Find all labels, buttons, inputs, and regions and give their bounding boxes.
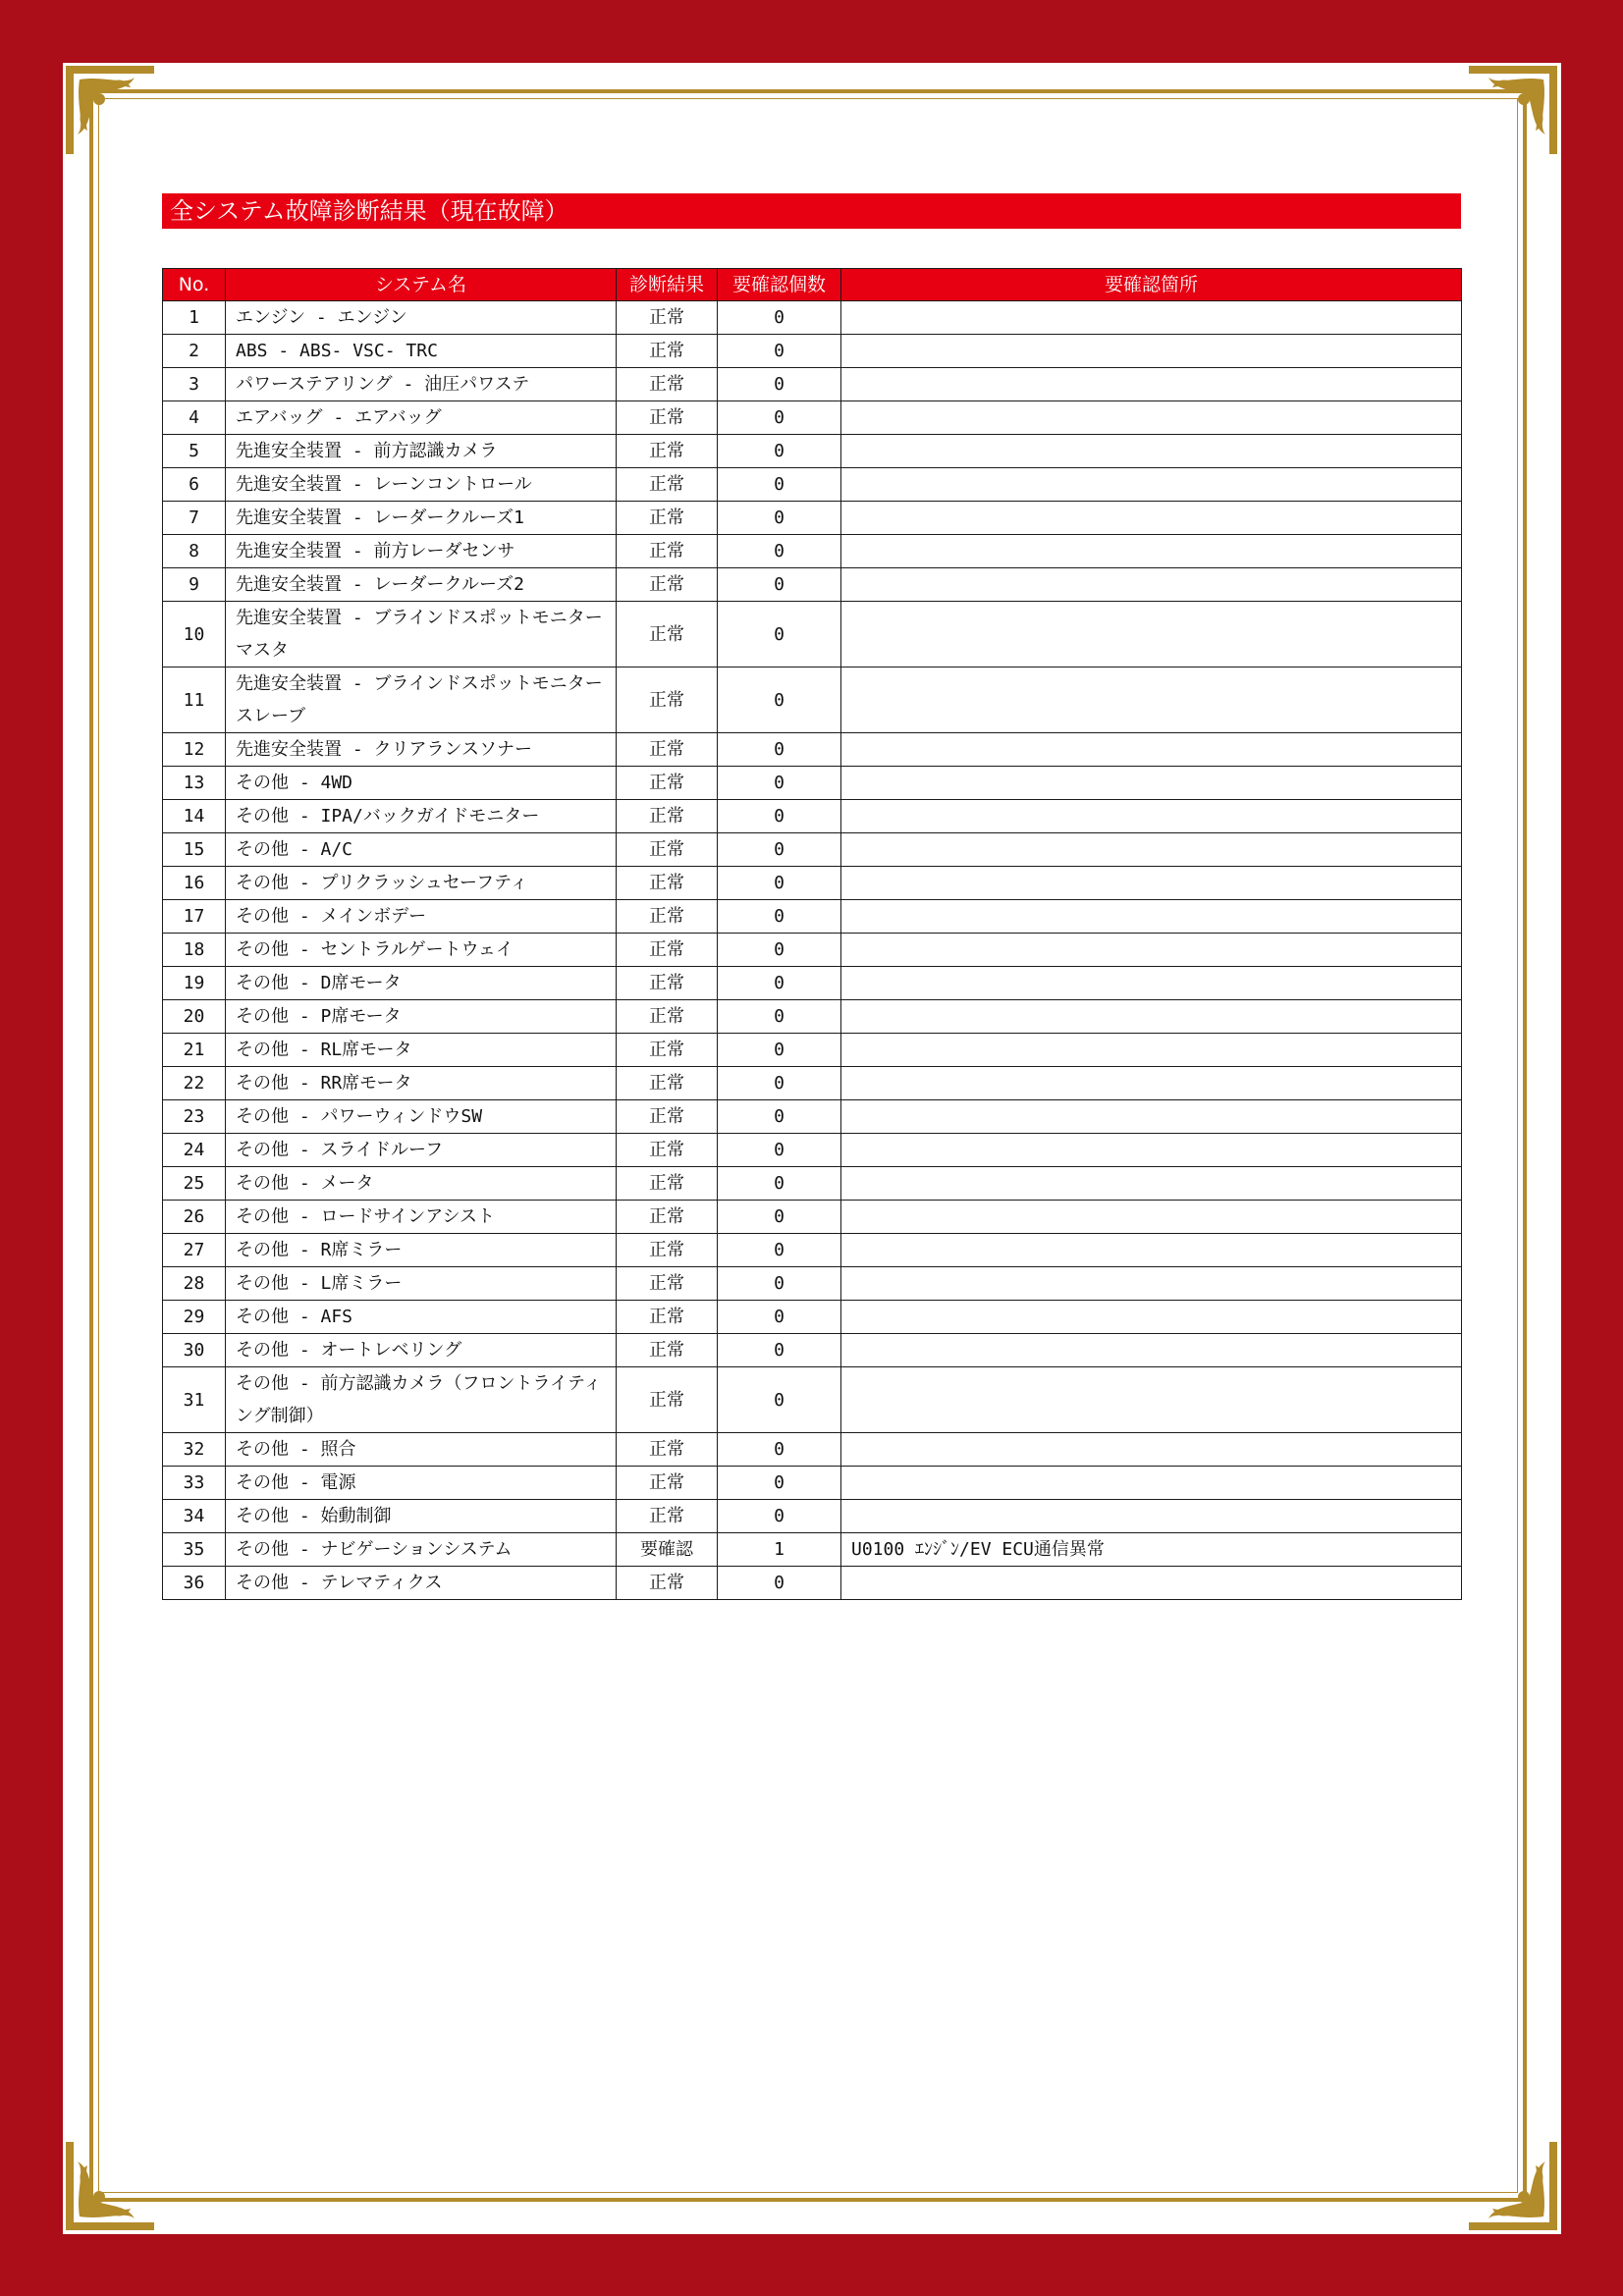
cell-system: 先進安全装置 - レーダークルーズ1 <box>226 502 617 535</box>
cell-result: 正常 <box>617 568 718 602</box>
cell-result: 正常 <box>617 833 718 867</box>
cell-no: 22 <box>163 1067 226 1100</box>
cell-no: 30 <box>163 1334 226 1367</box>
cell-system: ABS - ABS- VSC- TRC <box>226 335 617 368</box>
table-row <box>163 1433 1462 1467</box>
table-row <box>163 1000 1462 1034</box>
cell-result: 正常 <box>617 368 718 401</box>
cell-result: 正常 <box>617 867 718 900</box>
cell-count: 0 <box>718 800 841 833</box>
cell-system: その他 - パワーウィンドウSW <box>226 1100 617 1134</box>
table-row <box>163 934 1462 967</box>
cell-no: 35 <box>163 1533 226 1567</box>
table-row <box>163 1367 1462 1433</box>
cell-result: 正常 <box>617 1301 718 1334</box>
cell-location <box>841 1234 1462 1267</box>
table-row <box>163 1167 1462 1201</box>
cell-system: その他 - A/C <box>226 833 617 867</box>
cell-count: 0 <box>718 767 841 800</box>
cell-location <box>841 1067 1462 1100</box>
table-row <box>163 335 1462 368</box>
cell-location <box>841 1567 1462 1600</box>
cell-system: 先進安全装置 - 前方認識カメラ <box>226 435 617 468</box>
cell-system: その他 - メータ <box>226 1167 617 1201</box>
cell-count: 1 <box>718 1533 841 1567</box>
cell-system: その他 - テレマティクス <box>226 1567 617 1600</box>
cell-system: その他 - P席モータ <box>226 1000 617 1034</box>
cell-no: 2 <box>163 335 226 368</box>
cell-count: 0 <box>718 967 841 1000</box>
cell-count: 0 <box>718 1167 841 1201</box>
cell-system: 先進安全装置 - ブラインドスポットモニター スレーブ <box>226 667 617 733</box>
cell-count: 0 <box>718 1467 841 1500</box>
table-row <box>163 1234 1462 1267</box>
section-title: 全システム故障診断結果（現在故障） <box>162 193 1461 229</box>
cell-count: 0 <box>718 733 841 767</box>
cell-no: 29 <box>163 1301 226 1334</box>
cell-no: 24 <box>163 1134 226 1167</box>
cell-location <box>841 368 1462 401</box>
cell-no: 20 <box>163 1000 226 1034</box>
cell-result: 正常 <box>617 335 718 368</box>
cell-no: 12 <box>163 733 226 767</box>
cell-location <box>841 667 1462 733</box>
cell-no: 15 <box>163 833 226 867</box>
cell-no: 6 <box>163 468 226 502</box>
corner-ornament-icon <box>66 2142 154 2230</box>
cell-result: 正常 <box>617 1367 718 1433</box>
cell-location <box>841 568 1462 602</box>
cell-result: 正常 <box>617 733 718 767</box>
cell-count: 0 <box>718 1034 841 1067</box>
cell-location <box>841 1034 1462 1067</box>
cell-result: 正常 <box>617 1034 718 1067</box>
corner-ornament-icon <box>66 66 154 154</box>
cell-system: その他 - RL席モータ <box>226 1034 617 1067</box>
cell-location <box>841 1267 1462 1301</box>
table-row <box>163 401 1462 435</box>
cell-no: 36 <box>163 1567 226 1600</box>
cell-count: 0 <box>718 335 841 368</box>
cell-no: 21 <box>163 1034 226 1067</box>
cell-count: 0 <box>718 1000 841 1034</box>
cell-count: 0 <box>718 301 841 335</box>
cell-count: 0 <box>718 1134 841 1167</box>
cell-no: 23 <box>163 1100 226 1134</box>
table-row <box>163 1567 1462 1600</box>
table-row <box>163 900 1462 934</box>
cell-no: 17 <box>163 900 226 934</box>
cell-system: その他 - 始動制御 <box>226 1500 617 1533</box>
table-row <box>163 602 1462 667</box>
corner-ornament-icon <box>1469 66 1557 154</box>
cell-result: 正常 <box>617 934 718 967</box>
cell-result: 正常 <box>617 1134 718 1167</box>
table-row <box>163 1301 1462 1334</box>
table-row <box>163 800 1462 833</box>
cell-system: 先進安全装置 - レーダークルーズ2 <box>226 568 617 602</box>
table-row <box>163 1100 1462 1134</box>
cell-no: 25 <box>163 1167 226 1201</box>
cell-location <box>841 535 1462 568</box>
cell-location <box>841 1100 1462 1134</box>
cell-system: その他 - IPA/バックガイドモニター <box>226 800 617 833</box>
cell-no: 8 <box>163 535 226 568</box>
cell-count: 0 <box>718 1334 841 1367</box>
cell-location <box>841 800 1462 833</box>
cell-no: 16 <box>163 867 226 900</box>
cell-count: 0 <box>718 602 841 667</box>
table-row <box>163 667 1462 733</box>
cell-result: 正常 <box>617 1167 718 1201</box>
cell-count: 0 <box>718 568 841 602</box>
cell-no: 31 <box>163 1367 226 1433</box>
cell-count: 0 <box>718 401 841 435</box>
cell-location <box>841 1134 1462 1167</box>
cell-result: 正常 <box>617 900 718 934</box>
table-row <box>163 368 1462 401</box>
cell-location <box>841 733 1462 767</box>
cell-result: 正常 <box>617 502 718 535</box>
cell-no: 18 <box>163 934 226 967</box>
cell-result: 正常 <box>617 1500 718 1533</box>
cell-no: 13 <box>163 767 226 800</box>
cell-count: 0 <box>718 468 841 502</box>
cell-location <box>841 1433 1462 1467</box>
table-header-row <box>163 269 1462 301</box>
cell-result: 要確認 <box>617 1533 718 1567</box>
cell-count: 0 <box>718 1067 841 1100</box>
cell-count: 0 <box>718 502 841 535</box>
table-row <box>163 435 1462 468</box>
cell-count: 0 <box>718 1100 841 1134</box>
table-row <box>163 1201 1462 1234</box>
cell-no: 9 <box>163 568 226 602</box>
cell-location: U0100 ｴﾝｼﾞﾝ/EV ECU通信異常 <box>841 1533 1462 1567</box>
cell-system: その他 - D席モータ <box>226 967 617 1000</box>
cell-count: 0 <box>718 1567 841 1600</box>
cell-system: その他 - 4WD <box>226 767 617 800</box>
corner-ornament-icon <box>1469 2142 1557 2230</box>
cell-no: 3 <box>163 368 226 401</box>
table-row <box>163 568 1462 602</box>
cell-result: 正常 <box>617 800 718 833</box>
cell-system: その他 - 前方認識カメラ（フロントライティング制御） <box>226 1367 617 1433</box>
cell-system: その他 - ナビゲーションシステム <box>226 1533 617 1567</box>
table-row <box>163 767 1462 800</box>
column-header-result: 診断結果 <box>617 269 718 301</box>
cell-no: 10 <box>163 602 226 667</box>
cell-location <box>841 1167 1462 1201</box>
cell-no: 14 <box>163 800 226 833</box>
cell-no: 34 <box>163 1500 226 1533</box>
table-row <box>163 833 1462 867</box>
cell-location <box>841 767 1462 800</box>
cell-result: 正常 <box>617 602 718 667</box>
table-row <box>163 468 1462 502</box>
cell-result: 正常 <box>617 1267 718 1301</box>
table-row <box>163 1533 1462 1567</box>
cell-location <box>841 967 1462 1000</box>
column-header-no: No. <box>163 269 226 301</box>
table-row <box>163 967 1462 1000</box>
cell-result: 正常 <box>617 401 718 435</box>
cell-system: その他 - セントラルゲートウェイ <box>226 934 617 967</box>
cell-no: 27 <box>163 1234 226 1267</box>
table-row <box>163 1267 1462 1301</box>
cell-location <box>841 1467 1462 1500</box>
cell-system: その他 - 照合 <box>226 1433 617 1467</box>
cell-system: その他 - スライドルーフ <box>226 1134 617 1167</box>
cell-count: 0 <box>718 1267 841 1301</box>
cell-no: 5 <box>163 435 226 468</box>
cell-system: 先進安全装置 - 前方レーダセンサ <box>226 535 617 568</box>
table-row <box>163 1334 1462 1367</box>
cell-system: その他 - R席ミラー <box>226 1234 617 1267</box>
cell-result: 正常 <box>617 301 718 335</box>
cell-system: エアバッグ - エアバッグ <box>226 401 617 435</box>
cell-result: 正常 <box>617 535 718 568</box>
cell-location <box>841 1367 1462 1433</box>
cell-location <box>841 468 1462 502</box>
table-row <box>163 301 1462 335</box>
table-row <box>163 502 1462 535</box>
cell-location <box>841 900 1462 934</box>
column-header-system: システム名 <box>226 269 617 301</box>
cell-result: 正常 <box>617 1100 718 1134</box>
cell-count: 0 <box>718 535 841 568</box>
cell-location <box>841 401 1462 435</box>
cell-no: 7 <box>163 502 226 535</box>
cell-system: その他 - AFS <box>226 1301 617 1334</box>
cell-count: 0 <box>718 368 841 401</box>
cell-system: 先進安全装置 - レーンコントロール <box>226 468 617 502</box>
cell-location <box>841 934 1462 967</box>
cell-system: その他 - オートレベリング <box>226 1334 617 1367</box>
cell-system: その他 - メインボデー <box>226 900 617 934</box>
cell-result: 正常 <box>617 767 718 800</box>
cell-location <box>841 435 1462 468</box>
cell-count: 0 <box>718 1433 841 1467</box>
cell-location <box>841 1500 1462 1533</box>
cell-location <box>841 335 1462 368</box>
cell-location <box>841 1000 1462 1034</box>
cell-result: 正常 <box>617 1201 718 1234</box>
cell-system: その他 - L席ミラー <box>226 1267 617 1301</box>
cell-count: 0 <box>718 1201 841 1234</box>
cell-system: その他 - ロードサインアシスト <box>226 1201 617 1234</box>
cell-count: 0 <box>718 667 841 733</box>
table-row <box>163 867 1462 900</box>
cell-location <box>841 833 1462 867</box>
cell-count: 0 <box>718 435 841 468</box>
cell-system: その他 - 電源 <box>226 1467 617 1500</box>
table-row <box>163 535 1462 568</box>
cell-result: 正常 <box>617 468 718 502</box>
cell-system: その他 - RR席モータ <box>226 1067 617 1100</box>
cell-no: 1 <box>163 301 226 335</box>
cell-no: 26 <box>163 1201 226 1234</box>
table-row <box>163 1034 1462 1067</box>
cell-system: 先進安全装置 - クリアランスソナー <box>226 733 617 767</box>
cell-result: 正常 <box>617 435 718 468</box>
cell-result: 正常 <box>617 967 718 1000</box>
table-row <box>163 733 1462 767</box>
cell-location <box>841 502 1462 535</box>
cell-result: 正常 <box>617 1000 718 1034</box>
cell-location <box>841 1301 1462 1334</box>
cell-result: 正常 <box>617 1234 718 1267</box>
table-row <box>163 1134 1462 1167</box>
cell-system: 先進安全装置 - ブラインドスポットモニター マスタ <box>226 602 617 667</box>
diagnosis-table <box>162 268 1462 1600</box>
column-header-location: 要確認箇所 <box>841 269 1462 301</box>
cell-system: その他 - プリクラッシュセーフティ <box>226 867 617 900</box>
cell-count: 0 <box>718 1234 841 1267</box>
cell-count: 0 <box>718 833 841 867</box>
table-row <box>163 1467 1462 1500</box>
cell-no: 32 <box>163 1433 226 1467</box>
table-row <box>163 1067 1462 1100</box>
column-header-count: 要確認個数 <box>718 269 841 301</box>
cell-location <box>841 301 1462 335</box>
cell-no: 4 <box>163 401 226 435</box>
cell-location <box>841 1201 1462 1234</box>
cell-no: 28 <box>163 1267 226 1301</box>
cell-count: 0 <box>718 1301 841 1334</box>
cell-no: 11 <box>163 667 226 733</box>
cell-count: 0 <box>718 900 841 934</box>
cell-result: 正常 <box>617 1067 718 1100</box>
cell-count: 0 <box>718 1367 841 1433</box>
cell-result: 正常 <box>617 1334 718 1367</box>
cell-location <box>841 1334 1462 1367</box>
cell-result: 正常 <box>617 1433 718 1467</box>
cell-count: 0 <box>718 1500 841 1533</box>
cell-no: 33 <box>163 1467 226 1500</box>
cell-count: 0 <box>718 867 841 900</box>
cell-location <box>841 602 1462 667</box>
cell-no: 19 <box>163 967 226 1000</box>
cell-location <box>841 867 1462 900</box>
table-row <box>163 1500 1462 1533</box>
cell-system: パワーステアリング - 油圧パワステ <box>226 368 617 401</box>
cell-system: エンジン - エンジン <box>226 301 617 335</box>
cell-count: 0 <box>718 934 841 967</box>
cell-result: 正常 <box>617 1567 718 1600</box>
cell-result: 正常 <box>617 1467 718 1500</box>
cell-result: 正常 <box>617 667 718 733</box>
